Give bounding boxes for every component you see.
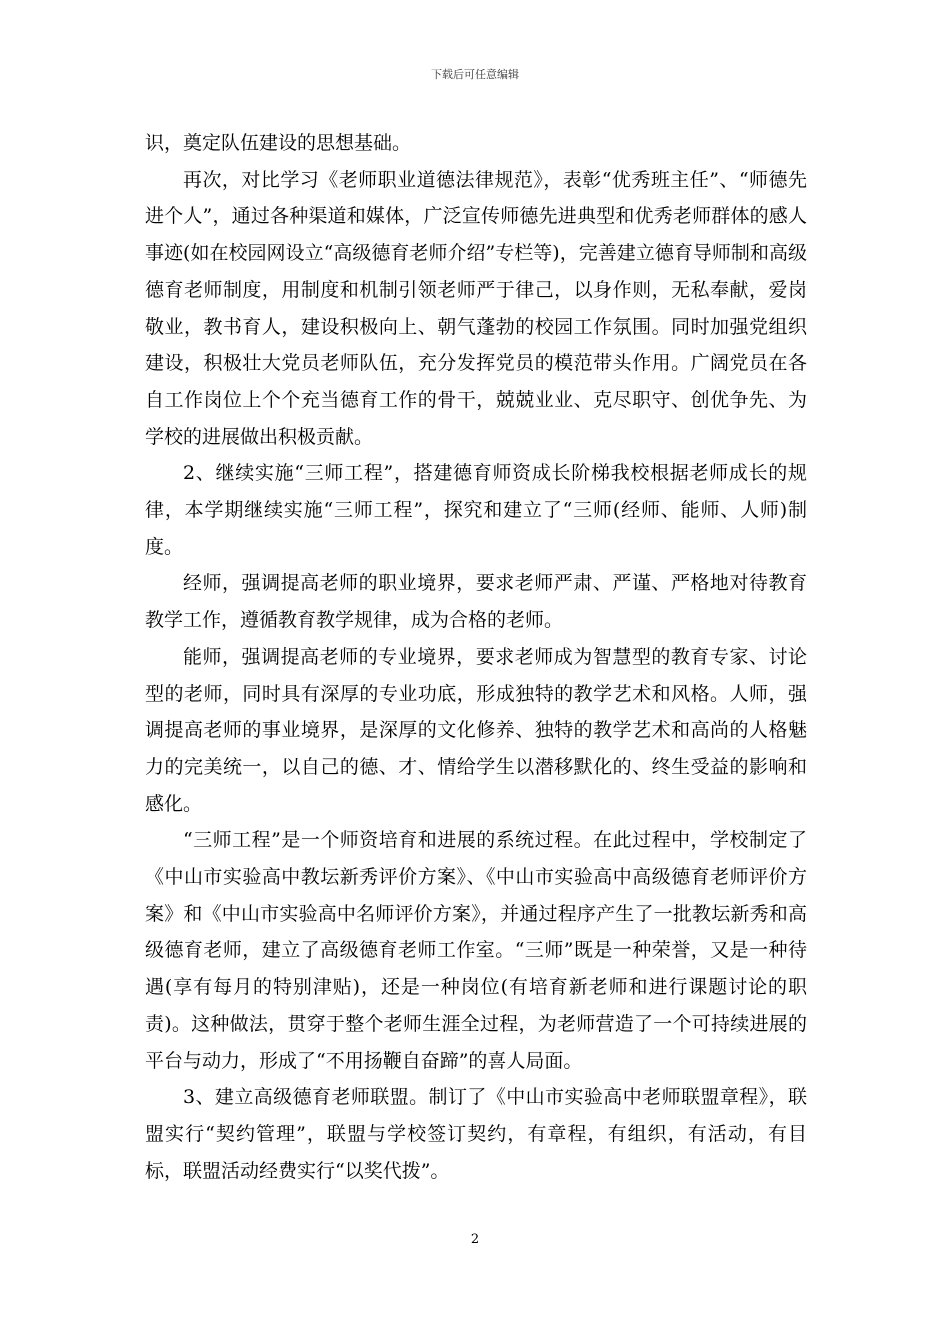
page-header: 下载后可任意编辑 <box>431 68 519 81</box>
paragraph: 3、建立高级德育老师联盟。制订了《中山市实验高中老师联盟章程》，联盟实行“契约管理”，联盟与学校签订契约，有章程，有组织，有活动，有目标，联盟活动经费实行“以奖代拨”。 <box>145 1086 807 1182</box>
paragraph: “三师工程”是一个师资培育和进展的系统过程。在此过程中，学校制定了《中山市实验高中教坛新秀评价方案》、《中山市实验高中高级德育老师评价方案》和《中山市实验高中名师评价方案》，并通过程序产生了一批教坛新秀和高级德育老师，建立了高级德育老师工作室。“三师”既是一种荣誉，又是一种待遇(享有每月的特别津贴)，还是一种岗位(有培育新老师和进行课题讨论的职责)。这种做法，贯穿于整个老师生涯全过程，为老师营造了一个可持续进展的平台与动力，形成了“不用扬鞭自奋蹄”的喜人局面。 <box>145 829 807 1072</box>
body-text <box>145 125 807 1189</box>
paragraph: 能师，强调提高老师的专业境界，要求老师成为智慧型的教育专家、讨论型的老师，同时具有深厚的专业功底，形成独特的教学艺术和风格。人师，强调提高老师的事业境界，是深厚的文化修养、独特的教学艺术和高尚的人格魅力的完美统一，以自己的德、才、情给学生以潜移默化的、终生受益的影响和感化。 <box>145 645 807 815</box>
paragraph-continuation: 识，奠定队伍建设的思想基础。 <box>145 132 412 154</box>
paragraph: 再次，对比学习《老师职业道德法律规范》，表彰“优秀班主任”、“师德先进个人”，通过各种渠道和媒体，广泛宣传师德先进典型和优秀老师群体的感人事迹(如在校园网设立“高级德育老师介绍”专栏等)，完善建立德育导师制和高级德育老师制度，用制度和机制引领老师严于律己，以身作则，无私奉献，爱岗敬业，教书育人，建设积极向上、朝气蓬勃的校园工作氛围。同时加强党组织建设，积极壮大党员老师队伍，充分发挥党员的模范带头作用。广阔党员在各自工作岗位上个个充当德育工作的骨干，兢兢业业、克尽职守、创优争先、为学校的进展做出积极贡献。 <box>145 168 807 448</box>
page-number: 2 <box>470 1232 480 1247</box>
paragraph: 经师，强调提高老师的职业境界，要求老师严肃、严谨、严格地对待教育教学工作，遵循教育教学规律，成为合格的老师。 <box>145 572 807 632</box>
paragraph: 2、继续实施“三师工程”，搭建德育师资成长阶梯我校根据老师成长的规律，本学期继续实施“三师工程”，探究和建立了“三师(经师、能师、人师)制度。 <box>145 462 807 558</box>
